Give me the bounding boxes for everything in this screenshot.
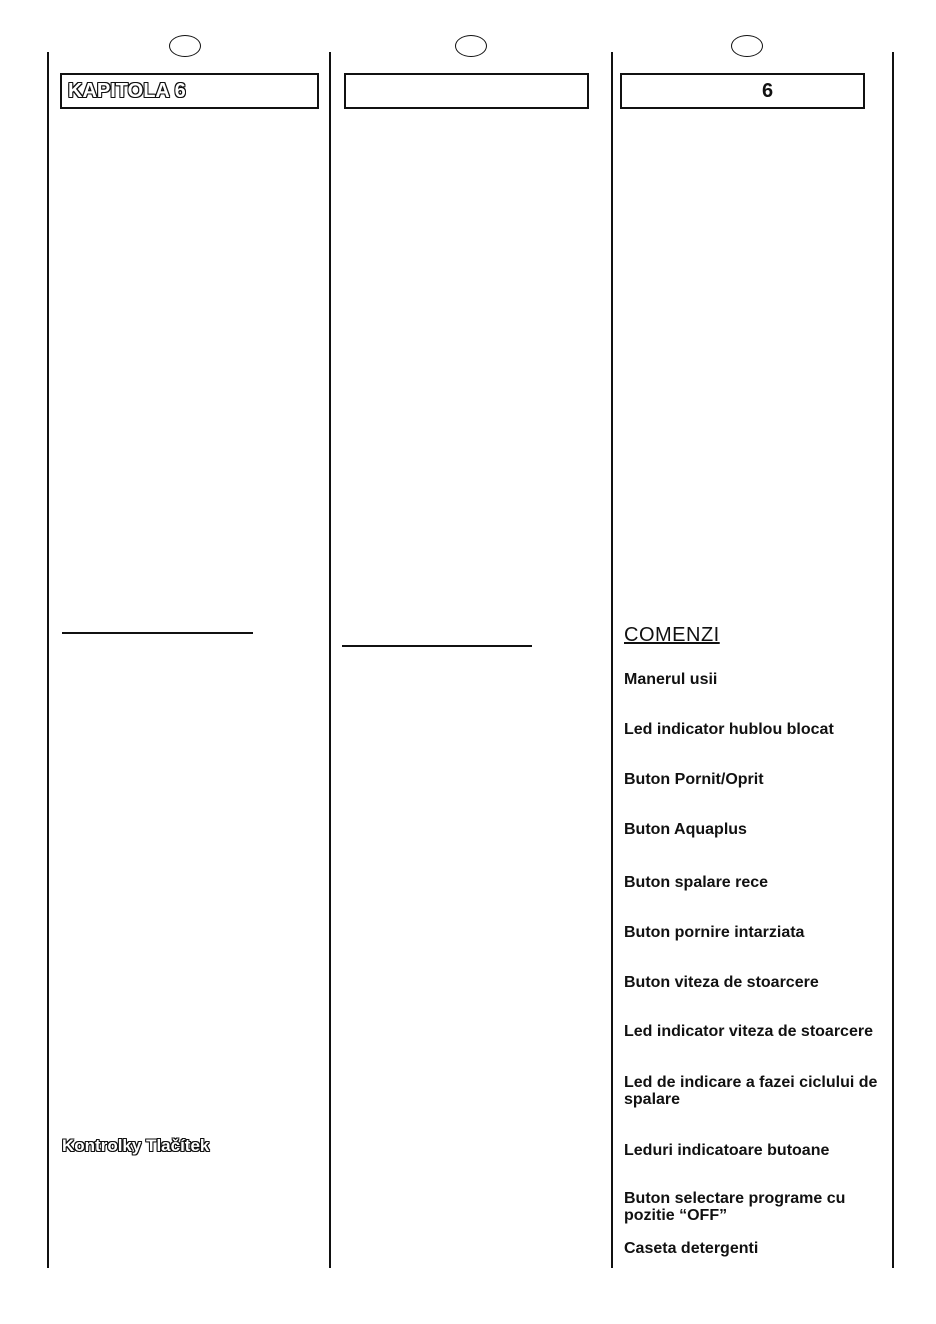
- control-label: Manerul usii: [624, 671, 718, 688]
- control-label: Buton Aquaplus: [624, 821, 747, 838]
- chapter-title-cz: KAPITOLA 6: [68, 80, 186, 102]
- section-rule-cz: [62, 632, 253, 634]
- control-label: Buton spalare rece: [624, 874, 769, 891]
- subheading-cz: Kontrolky Tlačítek: [62, 1136, 210, 1155]
- control-label: Buton viteza de stoarcere: [624, 974, 819, 991]
- control-label: Led indicator viteza de stoarcere: [624, 1023, 873, 1040]
- language-badge-mid: [455, 35, 487, 57]
- chapter-header-cz: [60, 73, 319, 109]
- column-divider-left: [47, 52, 49, 1268]
- control-label: Caseta detergenti: [624, 1240, 759, 1257]
- chapter-header-mid: [344, 73, 589, 109]
- section-rule-mid: [342, 645, 532, 647]
- section-title-ro: COMENZI: [624, 624, 720, 646]
- control-label: Led indicator hublou blocat: [624, 721, 834, 738]
- control-label: Buton pornire intarziata: [624, 924, 805, 941]
- control-label: Buton Pornit/Oprit: [624, 771, 764, 788]
- column-divider-right: [892, 52, 894, 1268]
- column-divider-mid-1: [329, 52, 331, 1268]
- control-label: Buton selectare programe cu pozitie “OFF”: [624, 1190, 846, 1224]
- language-badge-ro: [731, 35, 763, 57]
- control-label: Led de indicare a fazei ciclului de spalare: [624, 1074, 878, 1108]
- control-label: Leduri indicatoare butoane: [624, 1142, 830, 1159]
- column-divider-mid-2: [611, 52, 613, 1268]
- chapter-header-ro: [620, 73, 865, 109]
- chapter-number-ro: 6: [761, 80, 774, 102]
- language-badge-cz: [169, 35, 201, 57]
